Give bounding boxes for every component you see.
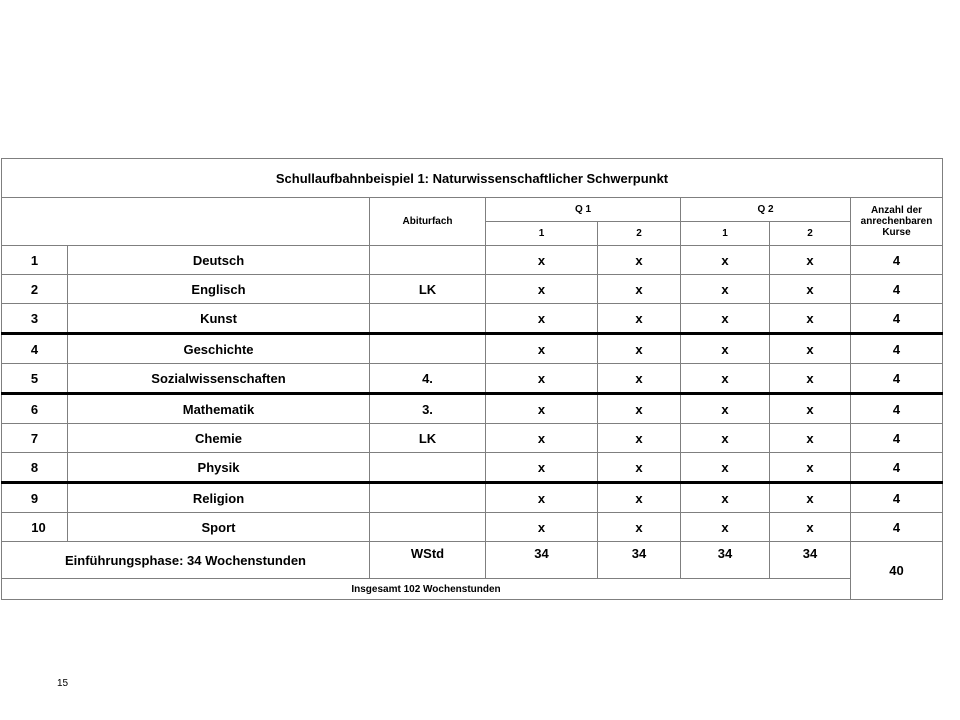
wstd-value: 34 [770,542,851,579]
table-row [2,275,943,304]
mark-cell: x [486,394,598,424]
mark-cell: x [770,483,851,513]
mark-cell: x [486,334,598,364]
course-count: 4 [851,275,943,304]
mark-cell: x [681,304,770,334]
subject-name: Deutsch [68,246,370,275]
mark-cell: x [681,394,770,424]
row-number: 4 [2,334,68,364]
wstd-value: 34 [598,542,681,579]
course-count: 4 [851,304,943,334]
mark-cell: x [486,304,598,334]
abiturfach-cell: LK [370,275,486,304]
row-number: 3 [2,304,68,334]
mark-cell: x [770,246,851,275]
subject-name: Religion [68,483,370,513]
table-row [2,424,943,453]
abiturfach-cell [370,304,486,334]
total-courses: 40 [851,542,943,600]
table-row [2,334,943,364]
mark-cell: x [770,364,851,394]
header-half: 1 [486,222,598,246]
mark-cell: x [486,364,598,394]
header-half: 2 [598,222,681,246]
subject-name: Englisch [68,275,370,304]
mark-cell: x [770,394,851,424]
table-row [2,453,943,483]
row-number: 7 [2,424,68,453]
row-number: 5 [2,364,68,394]
header-q2: Q 2 [681,198,851,222]
row-number: 1 [2,246,68,275]
course-count: 4 [851,483,943,513]
mark-cell: x [598,424,681,453]
mark-cell: x [770,275,851,304]
mark-cell: x [770,513,851,542]
mark-cell: x [486,424,598,453]
header-q1: Q 1 [486,198,681,222]
mark-cell: x [598,483,681,513]
row-number: 10 [2,513,68,542]
course-count: 4 [851,334,943,364]
header-anzahl: Anzahl der anrechenbaren Kurse [851,198,943,246]
course-count: 4 [851,246,943,275]
row-number: 2 [2,275,68,304]
header-half: 1 [681,222,770,246]
mark-cell: x [681,453,770,483]
subject-name: Geschichte [68,334,370,364]
wstd-value: 34 [681,542,770,579]
table-row [2,246,943,275]
mark-cell: x [681,275,770,304]
mark-cell: x [598,364,681,394]
mark-cell: x [681,246,770,275]
course-count: 4 [851,364,943,394]
mark-cell: x [681,483,770,513]
subject-name: Kunst [68,304,370,334]
mark-cell: x [486,246,598,275]
mark-cell: x [598,453,681,483]
abiturfach-cell [370,246,486,275]
mark-cell: x [598,394,681,424]
mark-cell: x [770,334,851,364]
total-hours: Insgesamt 102 Wochenstunden [2,579,851,600]
abiturfach-cell: 4. [370,364,486,394]
abiturfach-cell [370,334,486,364]
abiturfach-cell [370,483,486,513]
mark-cell: x [681,513,770,542]
course-count: 4 [851,513,943,542]
page-title: Schullaufbahnbeispiel 1: Naturwissenschaftlicher Schwerpunkt [2,159,943,198]
mark-cell: x [598,304,681,334]
einfuehrungsphase-note: Einführungsphase: 34 Wochenstunden [2,542,370,579]
mark-cell: x [598,246,681,275]
subject-name: Mathematik [68,394,370,424]
subject-name: Chemie [68,424,370,453]
course-plan-table [1,158,943,600]
header-blank [2,198,370,246]
mark-cell: x [598,334,681,364]
mark-cell: x [486,513,598,542]
page-number: 15 [57,678,69,689]
table-row [2,364,943,394]
mark-cell: x [681,334,770,364]
table-row [2,483,943,513]
header-half: 2 [770,222,851,246]
mark-cell: x [486,453,598,483]
mark-cell: x [486,275,598,304]
mark-cell: x [598,275,681,304]
abiturfach-cell [370,453,486,483]
course-count: 4 [851,394,943,424]
abiturfach-cell: 3. [370,394,486,424]
mark-cell: x [681,364,770,394]
abiturfach-cell: LK [370,424,486,453]
row-number: 8 [2,453,68,483]
mark-cell: x [770,424,851,453]
mark-cell: x [598,513,681,542]
course-count: 4 [851,453,943,483]
subject-name: Physik [68,453,370,483]
subject-name: Sport [68,513,370,542]
row-number: 6 [2,394,68,424]
mark-cell: x [770,453,851,483]
wstd-value: 34 [486,542,598,579]
table-row [2,513,943,542]
mark-cell: x [486,483,598,513]
header-abiturfach: Abiturfach [370,198,486,246]
course-count: 4 [851,424,943,453]
mark-cell: x [770,304,851,334]
subject-name: Sozialwissenschaften [68,364,370,394]
row-number: 9 [2,483,68,513]
table-row [2,394,943,424]
wstd-label: WStd [370,542,486,579]
table-row [2,304,943,334]
abiturfach-cell [370,513,486,542]
mark-cell: x [681,424,770,453]
